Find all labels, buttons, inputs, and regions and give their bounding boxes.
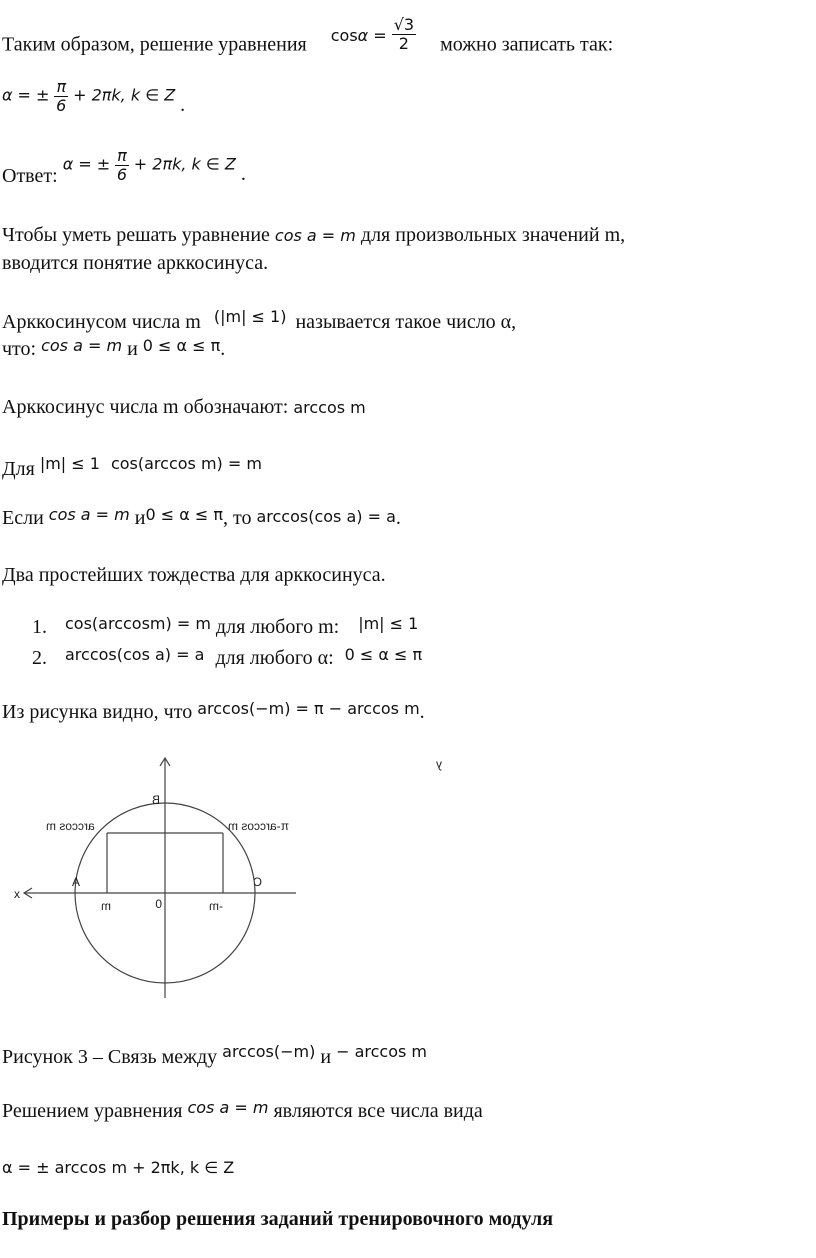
fraction-pi-6: $\frac{\pi}{6}$ xyxy=(56,77,67,115)
answer-label: Ответ: xyxy=(2,164,58,187)
formula-cos-a-m-solution: cos a = m xyxy=(187,1098,269,1117)
label-m: m xyxy=(101,899,111,913)
label-c: C xyxy=(253,875,262,889)
formula-fraction-sqrt3-2: $\frac{√3}{2}$ xyxy=(393,15,415,53)
formula-cos-a-m: cos a = m xyxy=(274,226,356,245)
formula-cond-1: |m| ≤ 1 xyxy=(358,614,419,633)
formula-general-solution: α = ± arccos m + 2πk, k ∈ Z xyxy=(2,1158,235,1177)
formula-identity-1: cos(arccosm) = m xyxy=(65,614,211,633)
formula-solution-1: α = ± $\frac{\pi}{6}$ + 2πk, k ∈ Z . xyxy=(2,77,186,116)
label-origin: 0 xyxy=(155,897,162,911)
text-intro: Таким образом, решение уравнения xyxy=(2,33,307,56)
formula-cos-arccos-m: cos(arccos m) = m xyxy=(110,454,262,473)
unit-circle-figure xyxy=(10,748,442,1008)
paragraph-equation-intro xyxy=(2,15,614,64)
formula-abs-m-le-1-b: |m| ≤ 1 xyxy=(39,454,100,473)
fraction-pi-6-answer: $\frac{\pi}{6}$ xyxy=(116,146,128,184)
paragraph-notation: Арккосинус числа m обозначают: arccos m xyxy=(2,396,366,418)
paragraph-identity-for: Для |m| ≤ 1 cos(arccos m) = m xyxy=(2,454,262,480)
formula-identity-2: arccos(cos a) = a xyxy=(65,645,205,664)
label-a: A xyxy=(72,875,81,889)
formula-abs-m-le-1: (|m| ≤ 1) xyxy=(213,307,287,326)
label-pi-arccos-m: π-arccos m xyxy=(228,819,289,833)
formula-range-0-pi-if: 0 ≤ α ≤ π xyxy=(145,505,223,524)
label-y: y xyxy=(436,757,442,771)
paragraph-solution: Решением уравнения $^{cos a = m}$ являются все числа вида xyxy=(2,1098,483,1122)
formula-arccos-m: arccos m xyxy=(293,398,366,417)
formula-cos-a-m-def: cos a = m xyxy=(41,336,123,355)
formula-range-0-pi: 0 ≤ α ≤ π xyxy=(142,336,221,355)
text-can-write: можно записать так: xyxy=(440,33,614,56)
formula-arccos-neg-m: arccos(−m) = π − arccos m xyxy=(197,699,420,718)
paragraph-if: Если $^{cos a = m}$ $и^{0 \le \alpha \le \pi}$, то arccos(cos a) = a. xyxy=(2,505,401,529)
paragraph-arccos-concept: Чтобы уметь решать уравнение cos a = m для произвольных значений m, xyxy=(2,224,626,246)
paragraph-arccos-definition: Арккосинусом числа m $^{(|m| \le 1)}$ называется такое число α, xyxy=(2,307,517,333)
label-x: x xyxy=(14,887,20,901)
section-heading: Примеры и разбор решения заданий тренировочного модуля xyxy=(2,1208,554,1230)
figure-caption: Рисунок 3 – Связь между $^{arccos(-m)}$ и $^{- arccos m}$ xyxy=(2,1042,427,1068)
paragraph-from-figure: Из рисунка видно, что $^{arccos(-m) = \pi - arccos m}$. xyxy=(2,699,425,723)
answer-line: Ответ: α = ± $\frac{\pi}{6}$ + 2πk, k ∈ Z . xyxy=(2,146,246,187)
formula-cond-2: 0 ≤ α ≤ π xyxy=(344,645,423,664)
formula-arccos-neg-m-caption: arccos(−m) xyxy=(222,1042,316,1061)
label-b: B xyxy=(152,793,161,807)
paragraph-arccos-concept-line2: вводится понятие арккосинуса. xyxy=(2,252,269,274)
paragraph-two-identities: Два простейших тождества для арккосинуса. xyxy=(2,564,386,586)
formula-cos-a-m-if: cos a = m xyxy=(48,505,130,524)
list-item-2: 2. $^{arccos(cos a) = a}$ для любого α: $^{0 \le \alpha \le \pi}$ xyxy=(32,645,423,669)
label-neg-m: -m xyxy=(209,899,223,913)
paragraph-arccos-definition-line2: что: $^{cos a = m}$ и $^{0 \le \alpha \le \pi}$. xyxy=(2,336,226,360)
formula-arccos-cos-a: arccos(cos a) = a xyxy=(256,507,396,526)
label-arccos-m: arccos m xyxy=(46,819,95,833)
formula-neg-arccos-m: − arccos m xyxy=(336,1042,427,1061)
list-item-1: 1. $^{cos(arccosm) = m}$ для любого m: $^{|m| \le 1}$ xyxy=(32,614,419,638)
formula-cos: cosα = xyxy=(330,25,387,45)
